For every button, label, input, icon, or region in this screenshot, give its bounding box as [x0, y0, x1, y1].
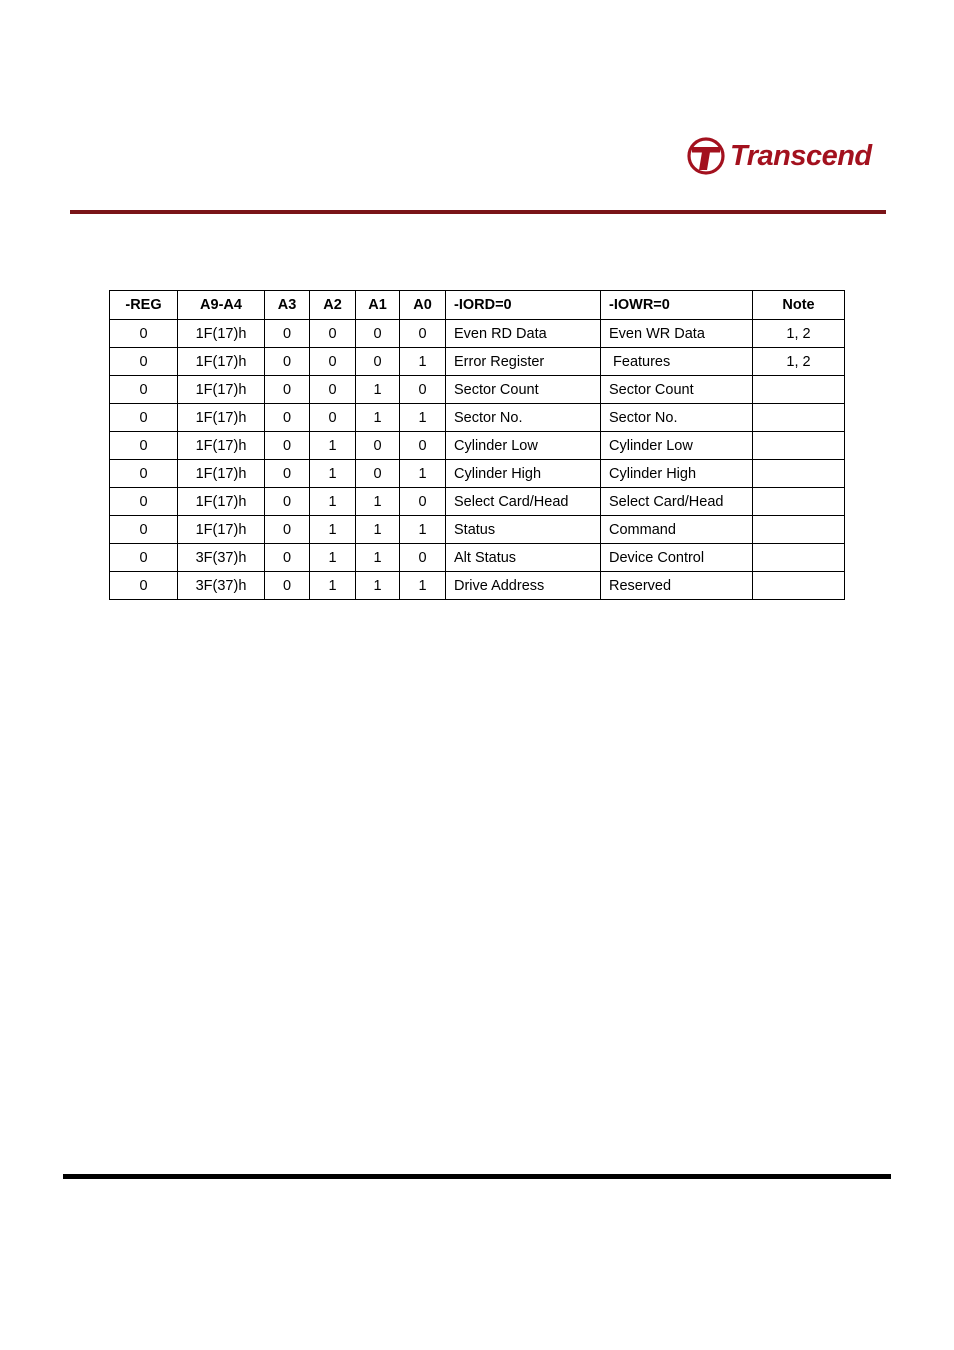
- cell-a1: 0: [356, 320, 400, 348]
- cell-reg: 0: [110, 404, 178, 432]
- cell-reg: 0: [110, 348, 178, 376]
- footer-rule: [63, 1174, 891, 1179]
- cell-a0: 1: [400, 404, 446, 432]
- cell-reg: 0: [110, 572, 178, 600]
- cell-a1: 1: [356, 488, 400, 516]
- cell-reg: 0: [110, 516, 178, 544]
- col-header-iord: -IORD=0: [446, 291, 601, 320]
- cell-a3: 0: [265, 488, 310, 516]
- cell-a3: 0: [265, 432, 310, 460]
- cell-iord: Drive Address: [446, 572, 601, 600]
- cell-note: 1, 2: [753, 348, 845, 376]
- cell-a0: 1: [400, 348, 446, 376]
- cell-iord: Even RD Data: [446, 320, 601, 348]
- cell-a0: 0: [400, 488, 446, 516]
- table-row: [110, 320, 845, 348]
- cell-reg: 0: [110, 320, 178, 348]
- table-row: [110, 488, 845, 516]
- cell-a2: 1: [310, 544, 356, 572]
- col-header-reg: -REG: [110, 291, 178, 320]
- cell-a2: 1: [310, 460, 356, 488]
- cell-a3: 0: [265, 320, 310, 348]
- cell-iowr: Sector No.: [601, 404, 753, 432]
- cell-a0: 1: [400, 516, 446, 544]
- register-table: [109, 290, 845, 600]
- cell-iord: Status: [446, 516, 601, 544]
- cell-a9-a4: 1F(17)h: [178, 488, 265, 516]
- cell-iowr: Features: [601, 348, 753, 376]
- cell-iord: Sector Count: [446, 376, 601, 404]
- cell-note: [753, 432, 845, 460]
- cell-a0: 1: [400, 460, 446, 488]
- cell-iowr: Cylinder High: [601, 460, 753, 488]
- cell-iowr: Device Control: [601, 544, 753, 572]
- col-header-note: Note: [753, 291, 845, 320]
- cell-a1: 1: [356, 404, 400, 432]
- cell-a0: 0: [400, 544, 446, 572]
- cell-a3: 0: [265, 516, 310, 544]
- col-header-a0: A0: [400, 291, 446, 320]
- cell-iord: Sector No.: [446, 404, 601, 432]
- cell-note: [753, 404, 845, 432]
- cell-a1: 1: [356, 516, 400, 544]
- cell-a3: 0: [265, 348, 310, 376]
- cell-iord: Select Card/Head: [446, 488, 601, 516]
- cell-a1: 1: [356, 376, 400, 404]
- cell-note: [753, 516, 845, 544]
- cell-iord: Error Register: [446, 348, 601, 376]
- cell-reg: 0: [110, 488, 178, 516]
- cell-iowr: Sector Count: [601, 376, 753, 404]
- table-row: [110, 432, 845, 460]
- cell-a1: 1: [356, 572, 400, 600]
- col-header-a1: A1: [356, 291, 400, 320]
- cell-a1: 0: [356, 348, 400, 376]
- col-header-iowr: -IOWR=0: [601, 291, 753, 320]
- cell-a9-a4: 1F(17)h: [178, 320, 265, 348]
- cell-a1: 0: [356, 460, 400, 488]
- cell-note: 1, 2: [753, 320, 845, 348]
- cell-a3: 0: [265, 544, 310, 572]
- cell-iowr: Even WR Data: [601, 320, 753, 348]
- cell-iord: Alt Status: [446, 544, 601, 572]
- cell-a9-a4: 3F(37)h: [178, 544, 265, 572]
- cell-a9-a4: 1F(17)h: [178, 348, 265, 376]
- cell-a0: 0: [400, 320, 446, 348]
- cell-a9-a4: 1F(17)h: [178, 516, 265, 544]
- cell-reg: 0: [110, 544, 178, 572]
- cell-iord: Cylinder High: [446, 460, 601, 488]
- cell-a3: 0: [265, 376, 310, 404]
- cell-note: [753, 376, 845, 404]
- cell-note: [753, 544, 845, 572]
- cell-a2: 1: [310, 432, 356, 460]
- cell-a0: 0: [400, 376, 446, 404]
- cell-iord: Cylinder Low: [446, 432, 601, 460]
- cell-a0: 0: [400, 432, 446, 460]
- cell-note: [753, 460, 845, 488]
- table-row: [110, 376, 845, 404]
- cell-a3: 0: [265, 460, 310, 488]
- brand-name: Transcend: [730, 139, 872, 172]
- cell-a2: 0: [310, 348, 356, 376]
- cell-a1: 1: [356, 544, 400, 572]
- cell-a0: 1: [400, 572, 446, 600]
- cell-a3: 0: [265, 404, 310, 432]
- cell-a3: 0: [265, 572, 310, 600]
- cell-note: [753, 488, 845, 516]
- cell-a9-a4: 3F(37)h: [178, 572, 265, 600]
- table-row: [110, 348, 845, 376]
- cell-a1: 0: [356, 432, 400, 460]
- cell-a2: 1: [310, 488, 356, 516]
- cell-iowr: Select Card/Head: [601, 488, 753, 516]
- cell-iowr: Cylinder Low: [601, 432, 753, 460]
- cell-note: [753, 572, 845, 600]
- table-row: [110, 460, 845, 488]
- cell-a2: 0: [310, 404, 356, 432]
- cell-a9-a4: 1F(17)h: [178, 460, 265, 488]
- cell-a9-a4: 1F(17)h: [178, 432, 265, 460]
- table-row: [110, 404, 845, 432]
- cell-reg: 0: [110, 460, 178, 488]
- cell-a2: 0: [310, 320, 356, 348]
- col-header-a2: A2: [310, 291, 356, 320]
- cell-reg: 0: [110, 376, 178, 404]
- cell-a2: 1: [310, 572, 356, 600]
- transcend-logo-icon: [686, 136, 726, 176]
- brand-logo: [686, 134, 886, 178]
- header-rule: [70, 210, 886, 214]
- table-header-row: [110, 291, 845, 320]
- table-row: [110, 572, 845, 600]
- table-row: [110, 544, 845, 572]
- col-header-a9-a4: A9-A4: [178, 291, 265, 320]
- col-header-a3: A3: [265, 291, 310, 320]
- table-row: [110, 516, 845, 544]
- cell-a9-a4: 1F(17)h: [178, 376, 265, 404]
- cell-reg: 0: [110, 432, 178, 460]
- cell-a2: 1: [310, 516, 356, 544]
- cell-a2: 0: [310, 376, 356, 404]
- cell-a9-a4: 1F(17)h: [178, 404, 265, 432]
- cell-iowr: Command: [601, 516, 753, 544]
- cell-iowr: Reserved: [601, 572, 753, 600]
